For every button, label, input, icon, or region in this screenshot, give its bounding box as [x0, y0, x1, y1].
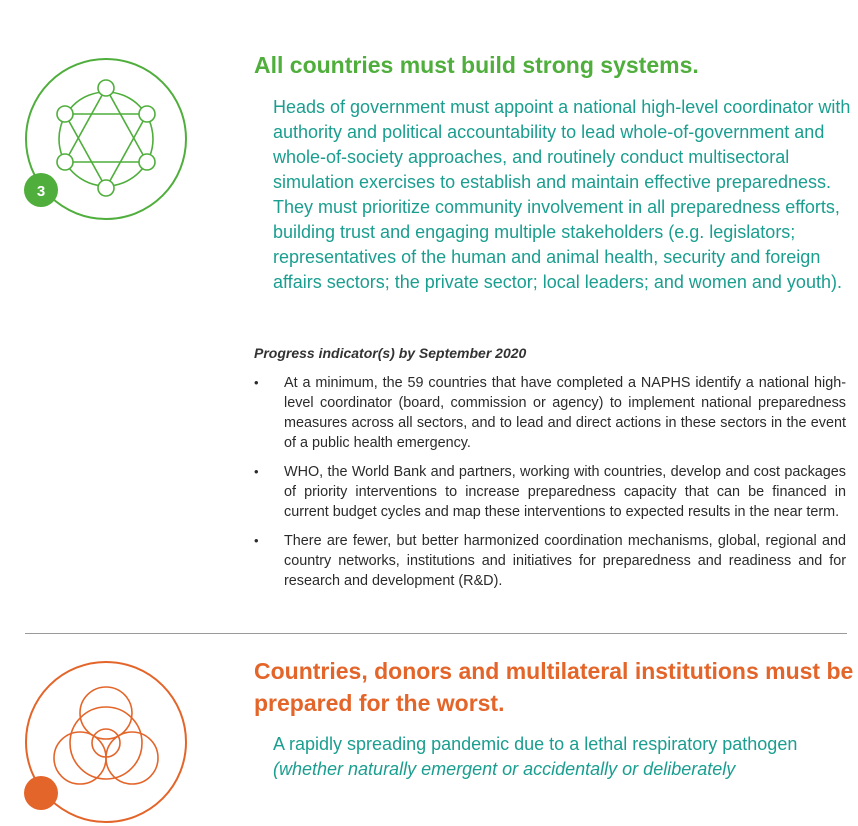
list-item-text: WHO, the World Bank and partners, working with countries, develop and cost packages of priority interventions to increase preparedness capacity that can be financed in current budget cycles and map these interventions to expected results in the near term. — [284, 464, 846, 520]
list-item-text: At a minimum, the 59 countries that have completed a NAPHS identify a national high-level coordinator (board, commission or agency) to implement national preparedness measures across all sectors, and to lead and direct actions in these sectors in the event of a public health emergency. — [284, 375, 846, 451]
bullet-icon: • — [254, 464, 259, 479]
list-item — [254, 462, 846, 522]
section-title: All countries must build strong systems. — [254, 52, 699, 78]
section-divider — [25, 633, 847, 634]
section-number: 3 — [36, 183, 46, 200]
list-item — [254, 531, 846, 591]
list-item-text: There are fewer, but better harmonized coordination mechanisms, global, regional and country networks, institutions and initiatives for preparedness and readiness and for research and development (R&D). — [284, 533, 846, 589]
list-item — [254, 373, 846, 453]
network-star-icon — [22, 55, 190, 223]
biohazard-icon — [22, 658, 190, 826]
progress-indicator-heading: Progress indicator(s) by September 2020 — [254, 345, 527, 361]
bullet-icon: • — [254, 533, 259, 548]
section-body-text: A rapidly spreading pandemic due to a lethal respiratory pathogen — [273, 734, 798, 754]
progress-indicator-list — [254, 373, 846, 600]
section-body: Heads of government must appoint a national high-level coordinator with authority and political accountability to lead whole-of-government and whole-of-society approaches, and routinely conduct multisectoral simulation exercises to establish and maintain effective preparedness. They must prioritize community involvement in all preparedness efforts, building trust and engaging multiple stakeholders (e.g. legislators; representatives of the human and animal health, security and foreign affairs sectors; the private sector; local leaders; and women and youth). — [273, 97, 851, 292]
section-body — [273, 732, 853, 782]
section-title: Countries, donors and multilateral institutions must be prepared for the worst. — [254, 658, 854, 716]
section-number-badge — [24, 173, 58, 207]
section-body-italic: (whether naturally emergent or accidentally or deliberately — [273, 759, 736, 779]
bullet-icon: • — [254, 375, 259, 390]
